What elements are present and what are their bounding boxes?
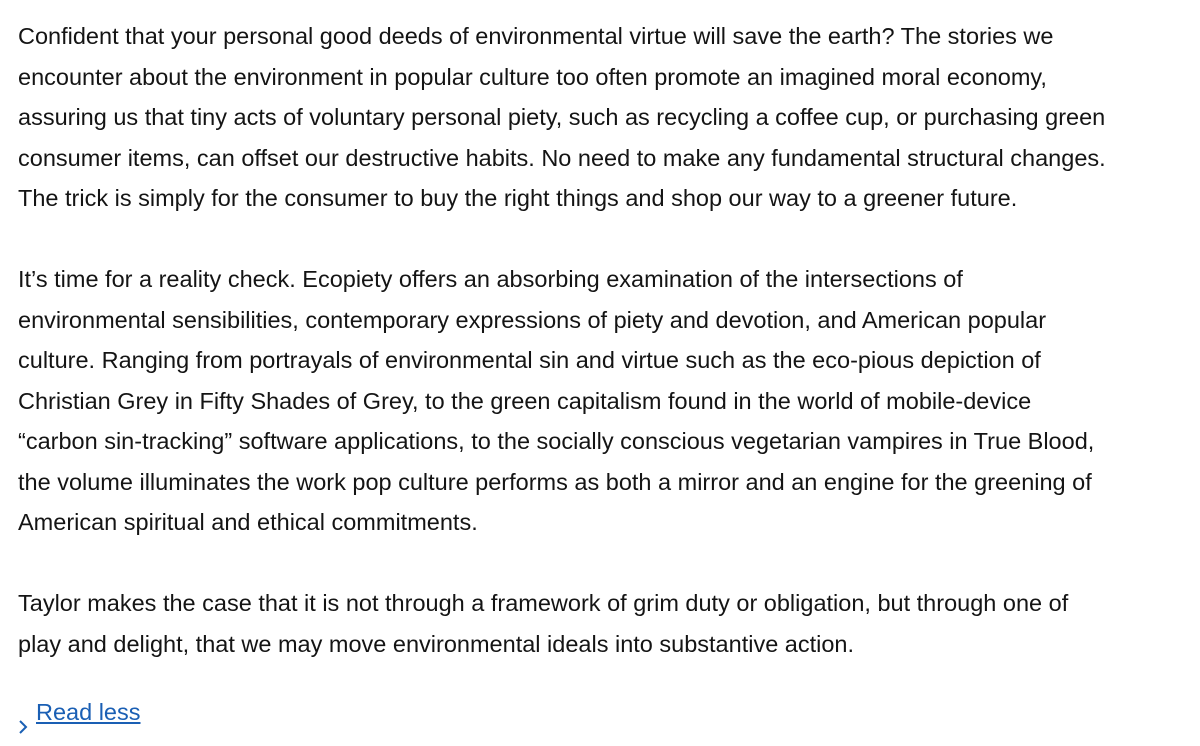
text-line: culture. Ranging from portrayals of environmental sin and virtue such as the eco-pious depiction of [18,347,1041,373]
text-line: play and delight, that we may move environmental ideals into substantive action. [18,630,855,657]
paragraph-reality-check [18,259,1196,543]
text-line: Christian Grey in Fifty Shades of Grey, to the green capitalism found in the world of mobile-device [18,387,1032,414]
text-line: “carbon sin-tracking” software applications, to the socially conscious vegetarian vampires in True Blood, [18,428,1095,454]
read-less-link[interactable] [18,693,1196,733]
text-line: encounter about the environment in popular culture too often promote an imagined moral economy, [18,63,1047,90]
text-line: the volume illuminates the work pop culture performs as both a mirror and an engine for the greening of [18,468,1092,495]
text-line: assuring us that tiny acts of voluntary personal piety, such as recycling a coffee cup, or purchasing green [18,104,1106,130]
text-line: Taylor makes the case that it is not through a framework of grim duty or obligation, but through one of [18,590,1069,616]
text-line: consumer items, can offset our destructive habits. No need to make any fundamental structural changes. [18,144,1106,171]
paragraph-intro [18,16,1196,219]
text-line: Confident that your personal good deeds of environmental virtue will save the earth? The stories we [18,23,1054,49]
text-line: environmental sensibilities, contemporary expressions of piety and devotion, and American popular [18,306,1047,333]
paragraph-conclusion [18,583,1196,664]
description-body [18,16,1196,733]
chevron-right-icon [18,706,28,720]
text-line: It’s time for a reality check. Ecopiety offers an absorbing examination of the intersections of [18,266,963,292]
text-line: The trick is simply for the consumer to buy the right things and shop our way to a greener future. [18,185,1018,211]
read-less-label: Read less [36,699,141,726]
text-line: American spiritual and ethical commitments. [18,509,478,535]
